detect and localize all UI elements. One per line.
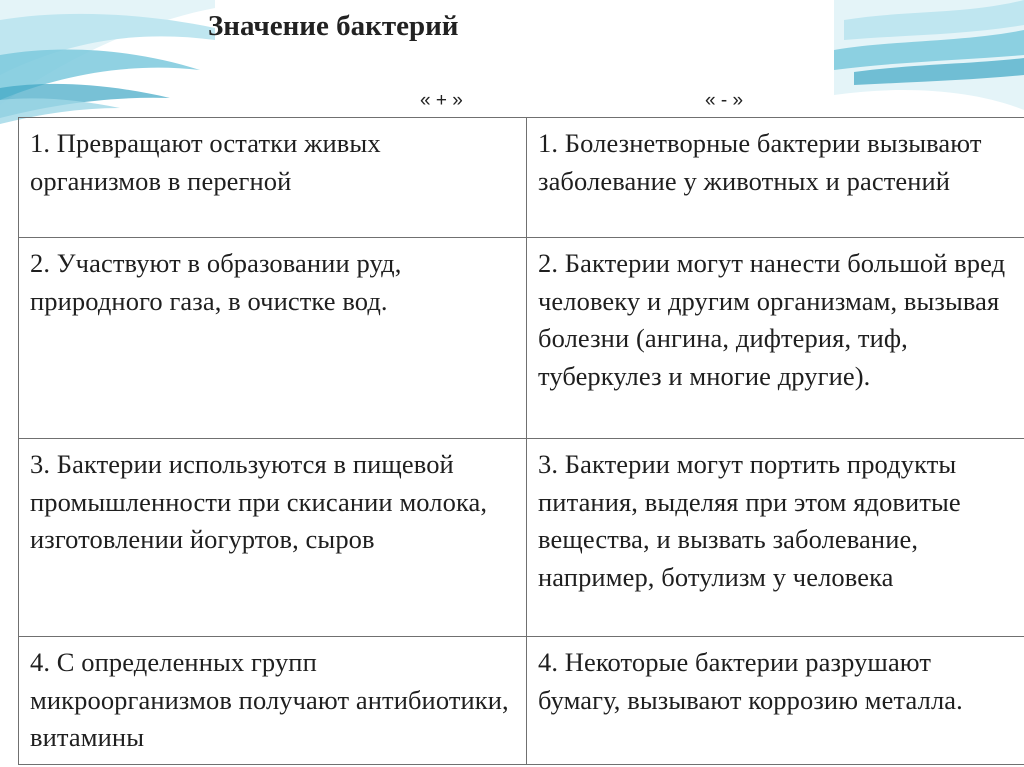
negative-cell: 1. Болезнетворные бактерии вызывают заболевание у животных и растений xyxy=(527,118,1024,238)
table-row xyxy=(19,439,1024,637)
negative-cell: 4. Некоторые бактерии разрушают бумагу, вызывают коррозию металла. xyxy=(527,637,1024,765)
table-row xyxy=(19,118,1024,238)
decorative-swoosh-left xyxy=(0,0,215,125)
positive-cell: 1. Превращают остатки живых организмов в перегной xyxy=(19,118,527,238)
positive-cell: 3. Бактерии используются в пищевой промышленности при скисании молока, изготовлении йогуртов, сыров xyxy=(19,439,527,637)
column-label-minus: « - » xyxy=(705,90,744,111)
positive-cell: 2. Участвуют в образовании руд, природного газа, в очистке вод. xyxy=(19,238,527,439)
negative-cell: 2. Бактерии могут нанести большой вред человеку и другим организмам, вызывая болезни (ангина, дифтерия, тиф, туберкулез и многие другие). xyxy=(527,238,1024,439)
slide-title: Значение бактерий xyxy=(208,10,459,42)
table-row xyxy=(19,238,1024,439)
column-label-plus: « + » xyxy=(420,90,463,111)
bacteria-significance-table xyxy=(18,117,1024,765)
positive-cell: 4. С определенных групп микроорганизмов получают антибиотики, витамины xyxy=(19,637,527,765)
table-row xyxy=(19,637,1024,765)
negative-cell: 3. Бактерии могут портить продукты питания, выделяя при этом ядовитые вещества, и вызвать заболевание, например, ботулизм у человека xyxy=(527,439,1024,637)
decorative-swoosh-right xyxy=(834,0,1024,110)
